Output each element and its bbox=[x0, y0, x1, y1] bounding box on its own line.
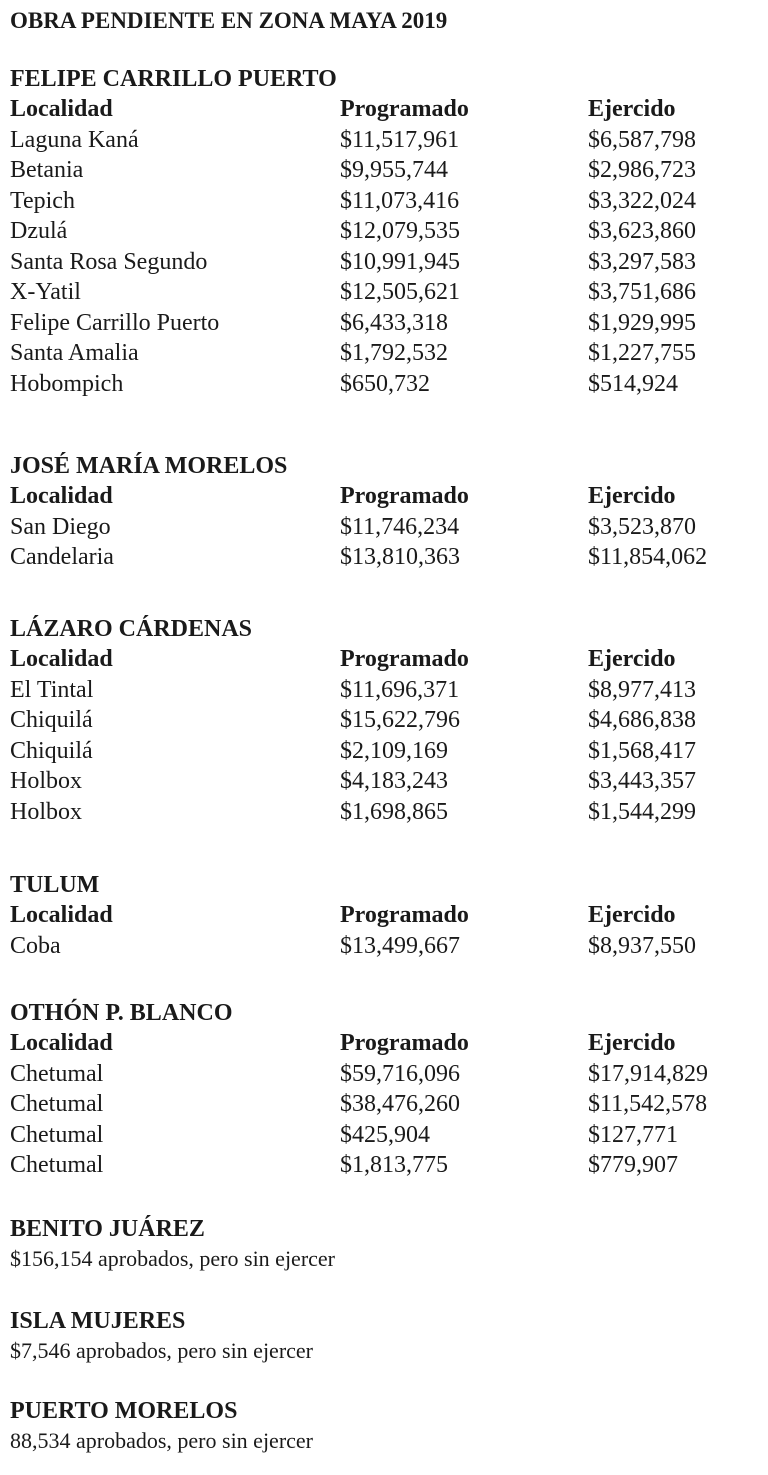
programado-cell: $9,955,744 bbox=[340, 157, 448, 183]
programado-cell: $425,904 bbox=[340, 1121, 430, 1148]
localidad-cell: Chetumal bbox=[10, 1152, 104, 1178]
table-row bbox=[10, 512, 760, 543]
table-header-row bbox=[10, 94, 760, 125]
programado-cell: $38,476,260 bbox=[340, 1091, 460, 1117]
section-note: 88,534 aprobados, pero sin ejercer bbox=[10, 1428, 314, 1453]
ejercido-cell: $127,771 bbox=[588, 1121, 678, 1148]
table-row bbox=[10, 216, 760, 247]
section-title: PUERTO MORELOS bbox=[10, 1398, 238, 1424]
table-row bbox=[10, 247, 760, 278]
table-header-row bbox=[10, 1028, 760, 1059]
ejercido-cell: $17,914,829 bbox=[588, 1060, 708, 1087]
section-title: JOSÉ MARÍA MORELOS bbox=[10, 453, 288, 479]
table-row bbox=[10, 1150, 760, 1181]
column-header: Ejercido bbox=[588, 1030, 676, 1056]
table-row bbox=[10, 542, 760, 573]
ejercido-cell: $2,986,723 bbox=[588, 157, 696, 183]
column-header: Programado bbox=[340, 483, 469, 509]
ejercido-cell: $1,544,299 bbox=[588, 798, 696, 825]
column-header: Ejercido bbox=[588, 646, 676, 672]
programado-cell: $12,505,621 bbox=[340, 279, 460, 305]
ejercido-cell: $1,568,417 bbox=[588, 737, 696, 764]
table-row bbox=[10, 705, 760, 736]
programado-cell: $11,073,416 bbox=[340, 187, 460, 214]
section-title: BENITO JUÁREZ bbox=[10, 1216, 205, 1242]
programado-cell: $59,716,096 bbox=[340, 1060, 460, 1087]
section-title: TULUM bbox=[10, 872, 100, 898]
table-row bbox=[10, 1059, 760, 1090]
localidad-cell: Chiquilá bbox=[10, 707, 93, 733]
table-row bbox=[10, 308, 760, 339]
section-isla-mujeres bbox=[10, 1306, 760, 1366]
section-title: LÁZARO CÁRDENAS bbox=[10, 616, 253, 642]
ejercido-cell: $1,227,755 bbox=[588, 340, 696, 366]
column-header: Localidad bbox=[10, 1030, 113, 1056]
section-puerto-morelos bbox=[10, 1396, 760, 1456]
column-header: Ejercido bbox=[588, 96, 676, 122]
table-row bbox=[10, 931, 760, 962]
table-row bbox=[10, 675, 760, 706]
column-header: Ejercido bbox=[588, 902, 676, 928]
programado-cell: $11,746,234 bbox=[340, 513, 460, 540]
section-title: OTHÓN P. BLANCO bbox=[10, 1000, 233, 1026]
localidad-cell: Santa Amalia bbox=[10, 340, 139, 366]
section-benito-juarez bbox=[10, 1214, 760, 1274]
localidad-cell: Hobompich bbox=[10, 370, 124, 397]
table-row bbox=[10, 186, 760, 217]
ejercido-cell: $779,907 bbox=[588, 1152, 678, 1178]
table-header-row bbox=[10, 644, 760, 675]
localidad-cell: Chetumal bbox=[10, 1121, 104, 1148]
localidad-cell: Dzulá bbox=[10, 218, 68, 244]
programado-cell: $1,698,865 bbox=[340, 798, 448, 825]
table-row bbox=[10, 369, 760, 400]
ejercido-cell: $3,523,870 bbox=[588, 513, 696, 540]
ejercido-cell: $3,623,860 bbox=[588, 218, 696, 244]
column-header: Programado bbox=[340, 1030, 469, 1056]
programado-cell: $11,696,371 bbox=[340, 676, 460, 703]
programado-cell: $12,079,535 bbox=[340, 218, 460, 244]
ejercido-cell: $6,587,798 bbox=[588, 126, 696, 153]
programado-cell: $1,813,775 bbox=[340, 1152, 448, 1178]
localidad-cell: Betania bbox=[10, 157, 84, 183]
localidad-cell: Santa Rosa Segundo bbox=[10, 248, 208, 275]
ejercido-cell: $8,937,550 bbox=[588, 932, 696, 959]
ejercido-cell: $3,751,686 bbox=[588, 279, 696, 305]
table-row bbox=[10, 277, 760, 308]
localidad-cell: Chetumal bbox=[10, 1091, 104, 1117]
programado-cell: $13,499,667 bbox=[340, 932, 460, 959]
programado-cell: $650,732 bbox=[340, 370, 430, 397]
table-row bbox=[10, 155, 760, 186]
document-title: OBRA PENDIENTE EN ZONA MAYA 2019 bbox=[10, 8, 448, 33]
ejercido-cell: $3,297,583 bbox=[588, 248, 696, 275]
programado-cell: $4,183,243 bbox=[340, 768, 448, 794]
section-title: ISLA MUJERES bbox=[10, 1308, 186, 1334]
localidad-cell: Candelaria bbox=[10, 544, 114, 570]
localidad-cell: Coba bbox=[10, 932, 61, 959]
localidad-cell: Holbox bbox=[10, 798, 82, 825]
programado-cell: $13,810,363 bbox=[340, 544, 460, 570]
table-row bbox=[10, 797, 760, 828]
localidad-cell: Laguna Kaná bbox=[10, 126, 139, 153]
programado-cell: $15,622,796 bbox=[340, 707, 460, 733]
ejercido-cell: $8,977,413 bbox=[588, 676, 696, 703]
ejercido-cell: $3,443,357 bbox=[588, 768, 696, 794]
table-row bbox=[10, 766, 760, 797]
localidad-cell: San Diego bbox=[10, 513, 111, 540]
section-note: $156,154 aprobados, pero sin ejercer bbox=[10, 1246, 336, 1271]
section-othon-p-blanco bbox=[10, 998, 760, 1181]
programado-cell: $2,109,169 bbox=[340, 737, 448, 764]
table-row bbox=[10, 1120, 760, 1151]
localidad-cell: Felipe Carrillo Puerto bbox=[10, 309, 220, 336]
section-note: $7,546 aprobados, pero sin ejercer bbox=[10, 1338, 314, 1363]
section-lazaro-cardenas bbox=[10, 614, 760, 827]
column-header: Programado bbox=[340, 902, 469, 928]
table-row bbox=[10, 1089, 760, 1120]
column-header: Localidad bbox=[10, 902, 113, 928]
localidad-cell: Tepich bbox=[10, 187, 75, 214]
programado-cell: $11,517,961 bbox=[340, 126, 460, 153]
column-header: Localidad bbox=[10, 646, 113, 672]
programado-cell: $1,792,532 bbox=[340, 340, 448, 366]
localidad-cell: El Tintal bbox=[10, 676, 94, 703]
table-row bbox=[10, 338, 760, 369]
column-header: Localidad bbox=[10, 483, 113, 509]
column-header: Programado bbox=[340, 646, 469, 672]
localidad-cell: Chetumal bbox=[10, 1060, 104, 1087]
section-tulum bbox=[10, 870, 760, 961]
ejercido-cell: $11,542,578 bbox=[588, 1091, 708, 1117]
ejercido-cell: $11,854,062 bbox=[588, 544, 708, 570]
localidad-cell: Holbox bbox=[10, 768, 82, 794]
section-title: FELIPE CARRILLO PUERTO bbox=[10, 66, 337, 92]
localidad-cell: Chiquilá bbox=[10, 737, 93, 764]
programado-cell: $6,433,318 bbox=[340, 309, 448, 336]
column-header: Ejercido bbox=[588, 483, 676, 509]
section-jose-maria-morelos bbox=[10, 451, 760, 573]
ejercido-cell: $514,924 bbox=[588, 370, 678, 397]
ejercido-cell: $3,322,024 bbox=[588, 187, 696, 214]
section-felipe-carrillo-puerto bbox=[10, 64, 760, 399]
table-row bbox=[10, 125, 760, 156]
table-row bbox=[10, 736, 760, 767]
column-header: Localidad bbox=[10, 96, 113, 122]
column-header: Programado bbox=[340, 96, 469, 122]
localidad-cell: X-Yatil bbox=[10, 279, 81, 305]
ejercido-cell: $1,929,995 bbox=[588, 309, 696, 336]
ejercido-cell: $4,686,838 bbox=[588, 707, 696, 733]
programado-cell: $10,991,945 bbox=[340, 248, 460, 275]
table-header-row bbox=[10, 900, 760, 931]
table-header-row bbox=[10, 481, 760, 512]
